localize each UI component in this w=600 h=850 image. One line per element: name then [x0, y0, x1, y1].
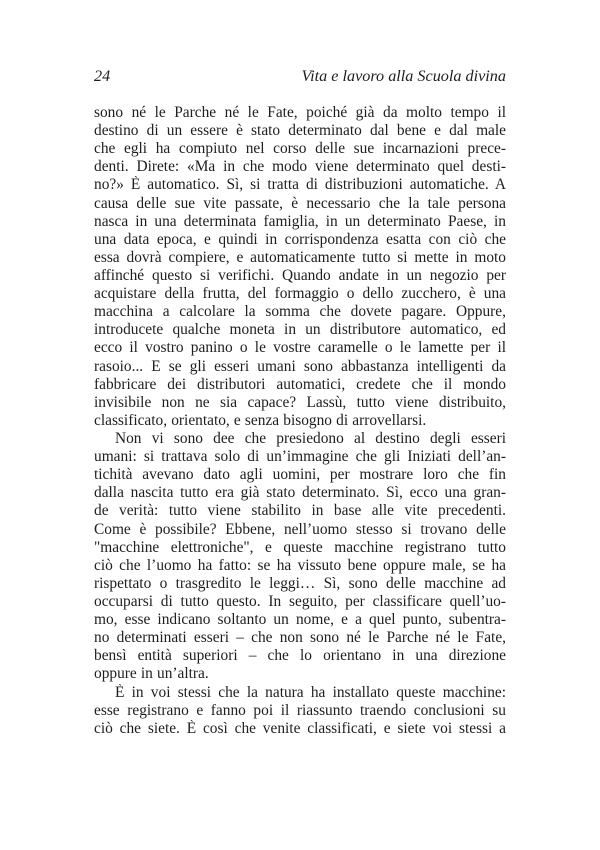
- text-line: esse registrano e fanno poi il riassunto traendo conclusioni su: [94, 701, 506, 719]
- text-line: tichità avevano dato agli uomini, per mostrare loro che fin: [94, 466, 506, 484]
- text-line: causa delle sue vite passate, è necessario che la tale persona: [94, 194, 506, 212]
- text-line: oppure in un’altra.: [94, 665, 209, 683]
- text-line: ciò che siete. È così che venite classificati, e siete voi stessi a: [94, 719, 506, 737]
- text-line: destino di un essere è stato determinato dal bene e dal male: [94, 122, 506, 140]
- text-line: una data epoca, e quindi in corrispondenza esatta con ciò che: [94, 230, 506, 248]
- text-line: rispettato o trasgredito le leggi… Sì, sono delle macchine ad: [94, 574, 506, 592]
- text-line: introducete qualche moneta in un distributore automatico, ed: [94, 321, 506, 339]
- text-line: ecco il vostro panino o le vostre caramelle o le lamette per il: [94, 339, 506, 357]
- text-line: de verità: tutto viene stabilito in base alle vite precedenti.: [94, 502, 506, 520]
- text-line: mo, esse indicano soltanto un nome, e a quel punto, subentra-: [94, 611, 506, 629]
- text-line: essa dovrà compiere, e automaticamente tutto si mette in moto: [94, 248, 506, 266]
- text-line: Non vi sono dee che presiedono al destino degli esseri: [115, 429, 506, 447]
- text-line: macchina a calcolare la somma che dovete pagare. Oppure,: [94, 303, 506, 321]
- text-line: acquistare della frutta, del formaggio o dello zucchero, è una: [94, 285, 506, 303]
- text-line: nasca in una determinata famiglia, in un determinato Paese, in: [94, 212, 506, 230]
- text-line: denti. Direte: «Ma in che modo viene determinato quel desti-: [94, 158, 506, 176]
- text-line: umani: si trattava solo di un’immagine che gli Iniziati dell’an-: [94, 448, 506, 466]
- page-body: [94, 104, 506, 738]
- text-line: "macchine elettroniche", e queste macchine registrano tutto: [94, 538, 506, 556]
- text-line: occuparsi di tutto questo. In seguito, per classificare quell’uo-: [94, 592, 506, 610]
- text-line: no determinati esseri – che non sono né le Parche né le Fate,: [94, 629, 506, 647]
- text-line: invisibile non ne sia capace? Lassù, tutto viene distribuito,: [94, 393, 506, 411]
- text-line: fabbricare dei distributori automatici, credete che il mondo: [94, 375, 506, 393]
- text-line: Come è possibile? Ebbene, nell’uomo stesso si trovano delle: [94, 520, 506, 538]
- page-header: [94, 67, 506, 86]
- text-line: classificato, orientato, e senza bisogno di arrovellarsi.: [94, 411, 427, 429]
- text-line: È in voi stessi che la natura ha installato queste macchine:: [115, 683, 506, 701]
- page-number: 24: [94, 67, 111, 85]
- text-line: affinché questo si verifichi. Quando andate in un negozio per: [94, 266, 506, 284]
- text-line: dalla nascita tutto era già stato determinato. Sì, ecco una gran-: [94, 484, 506, 502]
- text-line: sono né le Parche né le Fate, poiché già da molto tempo il: [94, 104, 506, 121]
- text-line: bensì entità superiori – che lo orientano in una direzione: [94, 647, 506, 665]
- text-line: ciò che l’uomo ha fatto: se ha vissuto bene oppure male, se ha: [94, 556, 506, 574]
- running-title: Vita e lavoro alla Scuola divina: [301, 67, 506, 85]
- text-line: rasoio... E se gli esseri umani sono abbastanza intelligenti da: [94, 357, 506, 375]
- text-line: che egli ha compiuto nel corso delle sue incarnazioni prece-: [94, 140, 506, 158]
- text-line: no?» È automatico. Sì, si tratta di distribuzioni automatiche. A: [94, 176, 506, 194]
